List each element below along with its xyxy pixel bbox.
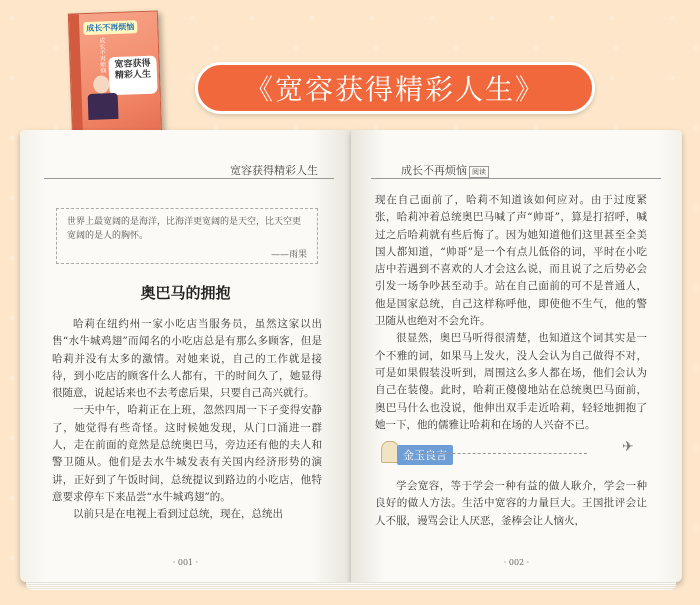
right-page-number: · 002 · <box>503 558 530 567</box>
left-page-number: · 001 · <box>172 558 199 567</box>
cover-vertical-text: 成长不再烦恼 <box>97 37 106 74</box>
book-cover <box>68 10 162 141</box>
paragraph: 一天中午，哈莉正在上班，忽然四周一下子变得安静了，她觉得有些奇怪。这时候她发现，从门口涌进一群人，走在前面的竟然是总统奥巴马，旁边还有他的夫人和警卫随从。他们是去水牛城发表有关国内经济形势的演讲，正好到了午饭时间，总统提议到路边的小吃店，他特意要求停车下来品尝“水牛城鸡翅”的。 <box>52 404 322 503</box>
quote-box <box>56 208 318 264</box>
cover-title: 宽容获得精彩人生 <box>108 56 157 96</box>
right-page <box>351 130 682 582</box>
paper-plane-icon: ✈ <box>622 439 634 455</box>
right-header-title: 成长不再烦恼 <box>401 164 467 177</box>
gold-words-section <box>367 435 657 471</box>
cover-illustration-hat <box>88 93 119 120</box>
paragraph-continued: 现在自己面前了，哈莉不知道该如何应对。由于过度紧张，哈莉冲着总统奥巴马喊了声“帅哥”，算是打招呼，喊过之后哈莉就有些后悔了。因为她知道他们这里甚至全美国人都知道，“帅哥”是一个有点儿低俗的词，平时在小吃店中若遇到不喜欢的人才会这么说，而且说了之后势必会引发一场争吵甚至动手。站在自己面前的可不是普通人，他是国家总统，自己这样称呼他，即使他不生气，他的警卫随从也绝对不会允许。 <box>375 194 647 328</box>
quote-author: ——雨果 <box>270 250 307 260</box>
banner-title: 《宽容获得精彩人生》 <box>244 73 545 106</box>
quote-text: 世界上最宽阔的是海洋，比海洋更宽阔的是天空，比天空更宽阔的是人的胸怀。 <box>67 217 302 241</box>
right-body-text <box>375 192 647 434</box>
paragraph: 哈莉在纽约州一家小吃店当服务员，虽然这家以出售“水牛城鸡翅”而闻名的小吃店总是有那么多顾客，但是哈莉并没有太多的激情。对她来说，自己的工作就是接待，到小吃店的顾客什么人都有，干的时间久了，她显得很随意，说起话来也不去考虑后果，只要自己高兴就行。 <box>52 318 322 400</box>
title-banner <box>195 62 595 114</box>
chapter-title: 奥巴马的拥抱 <box>140 284 231 302</box>
paragraph: 学会宽容，等于学会一种有益的做人耿介，学会一种良好的做人方法。生活中宽容的力量巨大。王国批评会让人不服，谩骂会让人厌恶，釜棒会让人恼火， <box>375 480 647 527</box>
left-page <box>20 130 351 582</box>
dashed-rule <box>417 453 587 454</box>
cover-series-label: 成长不再烦恼 <box>83 20 137 35</box>
header-tag: 阅读 <box>469 166 489 178</box>
book-page-edges <box>26 582 676 590</box>
cover-illustration-girl <box>93 75 110 94</box>
right-running-header <box>401 162 489 178</box>
gold-words-text <box>375 478 647 530</box>
left-running-header: 宽容获得精彩人生 <box>230 164 318 177</box>
paragraph: 以前只是在电视上看到过总统，现在，总统出 <box>73 508 283 521</box>
gold-words-label: 金玉良言 <box>397 445 453 465</box>
header-rule <box>371 178 661 179</box>
paragraph: 很显然，奥巴马听得很清楚，也知道这个词其实是一个不雅的词，如果马上发火，没人会认为自己做得不对，可是如果假装没听到，周围这么多人都在场，他们会认为自己在装傻。此时，哈莉正傻傻地站在总统奥巴马面前，奥巴马什么也没说，他伸出双手走近哈莉，轻轻地拥抱了她一下，他的儒雅让哈莉和在场的人兴奋不已。 <box>375 332 647 431</box>
header-rule <box>44 178 334 179</box>
open-book <box>20 130 682 600</box>
left-body-text <box>52 316 322 524</box>
cover-spine <box>69 14 83 140</box>
